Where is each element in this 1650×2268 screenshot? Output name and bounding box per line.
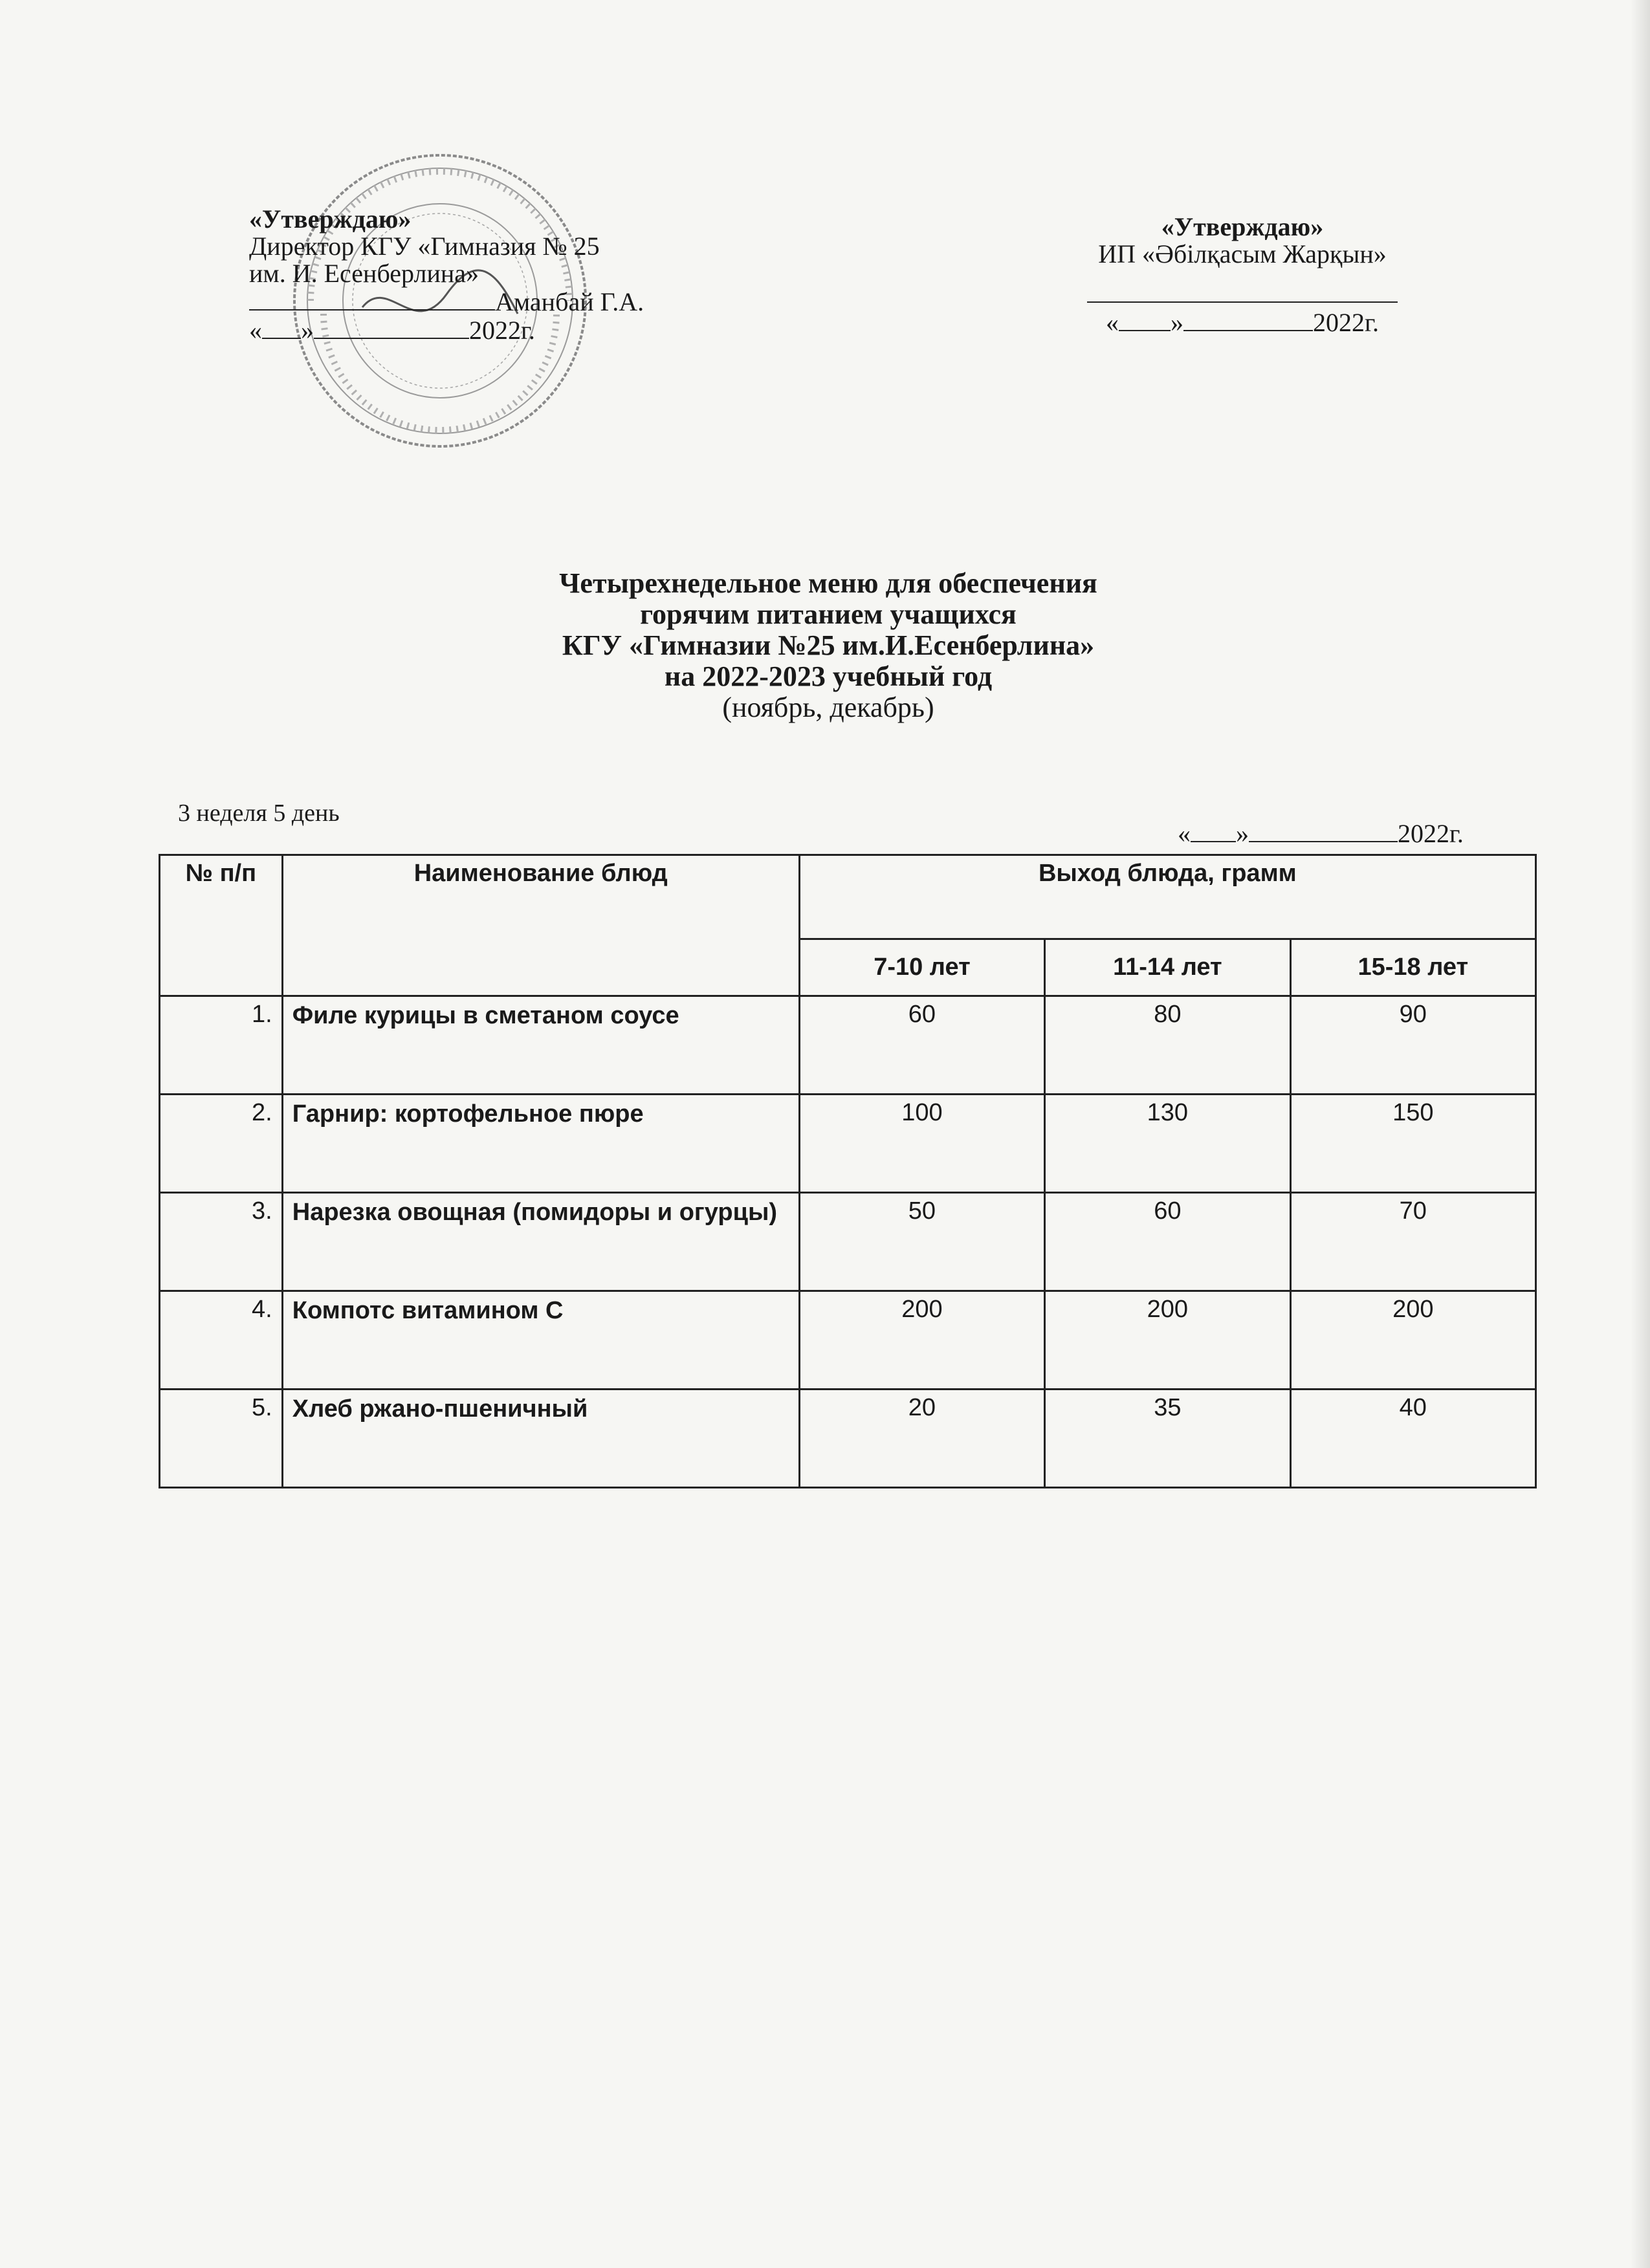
director-signature-line (249, 287, 715, 316)
date-quote-close: » (1236, 819, 1249, 848)
yield-11-14: 130 (1045, 1095, 1290, 1193)
header-age-7-10: 7-10 лет (799, 939, 1044, 996)
row-number: 2. (160, 1095, 283, 1193)
date-quote-open: « (1178, 819, 1191, 848)
director-position: Директор КГУ «Гимназия № 25 (249, 232, 600, 261)
menu-date-line (1178, 818, 1464, 849)
date-quote-open: « (249, 316, 262, 345)
document-title (349, 568, 1307, 723)
month-blank (1183, 308, 1313, 331)
yield-15-18: 70 (1290, 1193, 1535, 1291)
day-blank (262, 316, 301, 339)
header-number: № п/п (160, 855, 283, 996)
table-row (160, 1193, 1536, 1291)
row-number: 5. (160, 1390, 283, 1488)
dish-name: Компотс витамином С (282, 1291, 799, 1390)
yield-15-18: 40 (1290, 1390, 1535, 1488)
dish-name: Хлеб ржано-пшеничный (282, 1390, 799, 1488)
month-blank (1249, 819, 1398, 842)
director-name: Аманбай Г.А. (495, 287, 644, 316)
yield-11-14: 35 (1045, 1390, 1290, 1488)
supplier-date-line (1035, 308, 1449, 336)
day-blank (1191, 819, 1236, 842)
yield-15-18: 200 (1290, 1291, 1535, 1390)
date-quote-close: » (301, 316, 314, 345)
signature-blank (1087, 279, 1398, 303)
table-header-row (160, 855, 1536, 939)
header-yield: Выход блюда, грамм (799, 855, 1535, 939)
title-line-1: Четырехнедельное меню для обеспечения (559, 567, 1097, 599)
date-quote-open: « (1106, 308, 1119, 337)
header-age-15-18: 15-18 лет (1290, 939, 1535, 996)
director-date-line (249, 316, 715, 344)
yield-7-10: 20 (799, 1390, 1044, 1488)
yield-11-14: 80 (1045, 996, 1290, 1095)
table-row (160, 1291, 1536, 1390)
yield-15-18: 150 (1290, 1095, 1535, 1193)
dish-name: Нарезка овощная (помидоры и огурцы) (282, 1193, 799, 1291)
table-row (160, 996, 1536, 1095)
row-number: 3. (160, 1193, 283, 1291)
header-age-11-14: 11-14 лет (1045, 939, 1290, 996)
dish-name: Гарнир: кортофельное пюре (282, 1095, 799, 1193)
date-year: 2022г. (1398, 819, 1464, 848)
row-number: 1. (160, 996, 283, 1095)
day-blank (1119, 308, 1171, 331)
yield-7-10: 200 (799, 1291, 1044, 1390)
director-organization: им. И. Есенберлина» (249, 259, 479, 288)
dish-name: Филе курицы в сметаном соусе (282, 996, 799, 1095)
yield-7-10: 60 (799, 996, 1044, 1095)
title-line-4: на 2022-2023 учебный год (664, 660, 993, 692)
yield-7-10: 100 (799, 1095, 1044, 1193)
title-line-2: горячим питанием учащихся (640, 598, 1017, 630)
title-subtitle: (ноябрь, декабрь) (722, 692, 934, 723)
date-year: 2022г. (469, 316, 535, 345)
approval-block-supplier (1035, 213, 1449, 336)
supplier-name: ИП «Әбілқасым Жарқын» (1098, 239, 1387, 268)
yield-15-18: 90 (1290, 996, 1535, 1095)
signature-blank (249, 287, 495, 311)
yield-11-14: 200 (1045, 1291, 1290, 1390)
menu-table (159, 854, 1537, 1488)
yield-7-10: 50 (799, 1193, 1044, 1291)
header-dish-name: Наименование блюд (282, 855, 799, 996)
yield-11-14: 60 (1045, 1193, 1290, 1291)
table-row (160, 1390, 1536, 1488)
week-day-label: 3 неделя 5 день (178, 800, 340, 827)
approval-block-director (249, 206, 715, 344)
supplier-signature-line (1035, 279, 1449, 308)
date-quote-close: » (1171, 308, 1184, 337)
approval-title: «Утверждаю» (249, 204, 412, 234)
row-number: 4. (160, 1291, 283, 1390)
table-row (160, 1095, 1536, 1193)
date-year: 2022г. (1313, 308, 1379, 337)
month-blank (314, 316, 469, 339)
title-line-3: КГУ «Гимназии №25 им.И.Есенберлина» (562, 629, 1095, 661)
approval-title: «Утверждаю» (1161, 212, 1324, 241)
page-edge-shadow (1631, 0, 1650, 2268)
